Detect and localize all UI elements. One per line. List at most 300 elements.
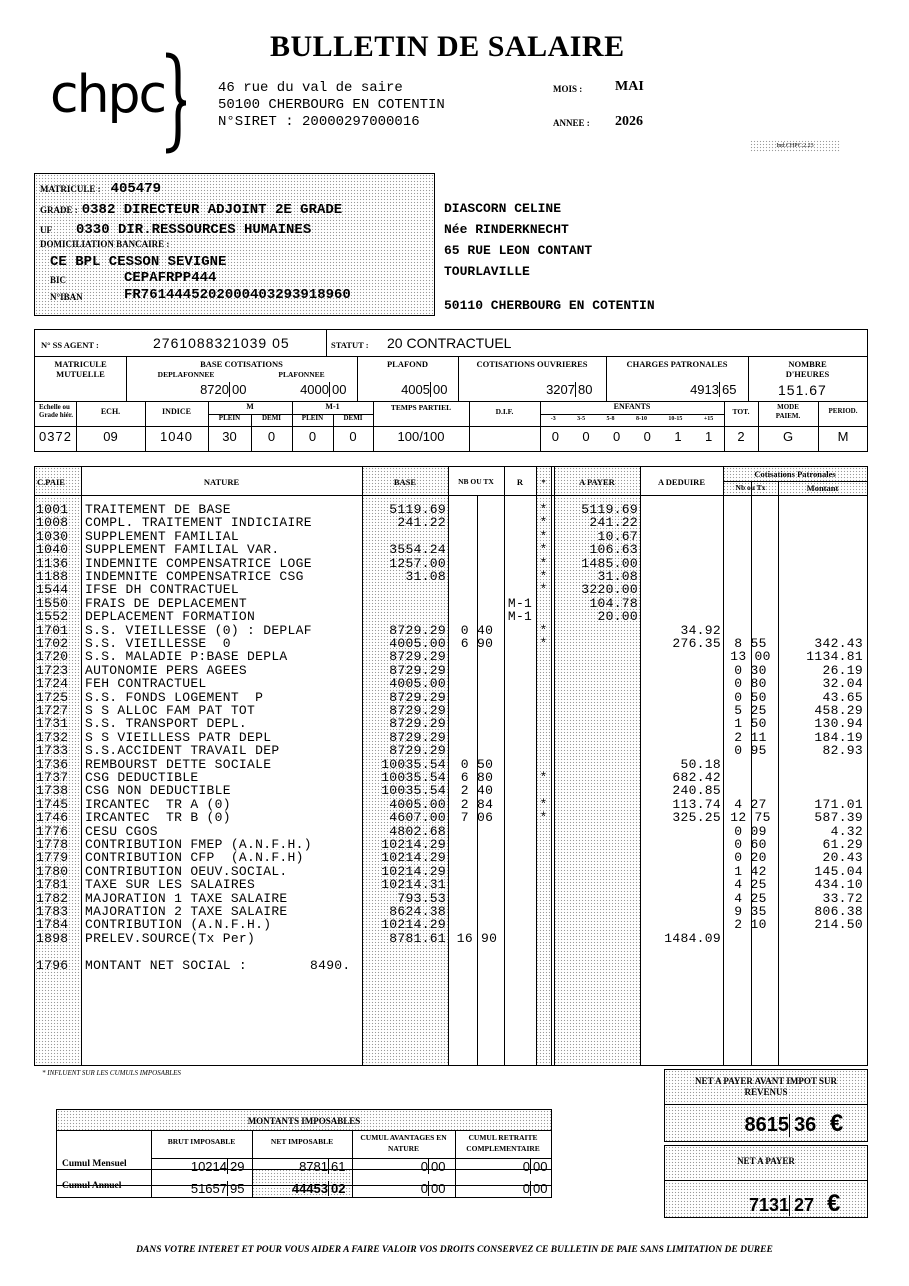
line-base	[362, 610, 446, 623]
enfants-subheaders	[540, 416, 724, 422]
line-deduire: 34.92	[680, 622, 721, 638]
line-base: 241.22	[397, 515, 446, 531]
line-base: 10035.54	[381, 770, 446, 785]
uf-label: UF	[40, 225, 52, 235]
line-base: 4607.00	[389, 810, 446, 826]
deplafonnee-value	[183, 382, 257, 397]
line-code: 1723	[36, 662, 69, 678]
mensuel-brut-dec: 29	[230, 1159, 245, 1174]
star-header: *	[541, 477, 546, 487]
line-deduire	[640, 744, 721, 757]
line-payer	[554, 851, 638, 864]
annuel-net-int: 44453	[272, 1181, 329, 1196]
line-deduire: 113.74	[672, 796, 721, 812]
mensuel-retraite-dec: 00	[533, 1159, 548, 1174]
table-row	[35, 543, 867, 556]
table-row	[35, 503, 867, 516]
line-pmont: 434.10	[814, 877, 863, 893]
line-ptx	[723, 583, 778, 596]
mensuel-brut-int: 10214	[171, 1159, 228, 1174]
enfants-value-3: 0	[613, 429, 621, 444]
plafond-header: PLAFOND	[386, 359, 429, 369]
line-pmont: 130.94	[814, 716, 863, 732]
line-r	[504, 530, 536, 543]
euro-icon: €	[829, 1110, 844, 1137]
line-deduire	[640, 838, 721, 851]
line-nature: SUPPLEMENT FAMILIAL VAR.	[85, 542, 280, 558]
table-row	[35, 530, 867, 543]
charges-patronales-dec: 65	[722, 382, 737, 397]
line-payer	[554, 798, 638, 811]
charges-patronales-header: CHARGES PATRONALES	[626, 359, 728, 369]
table-row	[35, 811, 867, 824]
line-r	[504, 878, 536, 891]
brut-imposable-header: BRUT IMPOSABLE	[167, 1137, 236, 1146]
statut-value: 20 CONTRACTUEL	[387, 335, 512, 351]
line-r	[504, 784, 536, 797]
line-pmont: 145.04	[814, 863, 863, 879]
echelle-header: Echelle ou Grade hiér.	[39, 403, 73, 419]
line-tx: 7 06	[460, 810, 494, 826]
net-a-payer-label: NET A PAYER	[737, 1156, 795, 1166]
line-payer	[554, 677, 638, 690]
line-star	[536, 744, 551, 757]
line-r	[504, 865, 536, 878]
line-payer	[554, 918, 638, 931]
line-star: *	[539, 582, 548, 598]
recipient-birth-name: Née RINDERKNECHT	[444, 222, 569, 237]
line-nature: S.S. VIEILLESSE (0) : DEPLAF	[85, 622, 312, 638]
line-tx	[448, 865, 506, 878]
recipient-street: 65 RUE LEON CONTANT	[444, 243, 593, 258]
imposables-title: MONTANTS IMPOSABLES	[247, 1116, 361, 1126]
tot-header: TOT.	[732, 407, 750, 416]
line-deduire: 682.42	[672, 770, 721, 785]
line-base	[362, 597, 446, 610]
line-base: 8729.29	[389, 703, 446, 718]
line-deduire	[640, 892, 721, 905]
line-base: 4802.68	[389, 823, 446, 839]
line-base: 8729.29	[389, 729, 446, 745]
line-base: 10214.29	[381, 850, 446, 866]
charges-patronales-value	[673, 382, 747, 397]
cumul-annuel-label: Cumul Annuel	[62, 1181, 122, 1191]
line-tx: 2 84	[460, 796, 494, 812]
line-star: *	[539, 770, 548, 785]
line-payer: 3220.00	[581, 582, 638, 598]
line-nature: REMBOURST DETTE SOCIALE	[85, 756, 272, 772]
employer-address	[218, 80, 445, 131]
line-nature: PRELEV.SOURCE(Tx Per)	[85, 930, 256, 946]
line-r	[504, 503, 536, 516]
line-r	[504, 798, 536, 811]
line-star	[536, 597, 551, 610]
footnote: * INFLUENT SUR LES CUMULS IMPOSABLES	[42, 1069, 181, 1077]
line-payer	[554, 932, 638, 945]
line-pmont: 43.65	[822, 689, 863, 705]
line-tx	[448, 691, 506, 704]
line-deduire	[640, 664, 721, 677]
table-row	[35, 583, 867, 596]
line-ptx	[723, 503, 778, 516]
line-ptx: 9 35	[734, 904, 767, 919]
line-r	[504, 838, 536, 851]
iban-label: N°IBAN	[50, 292, 83, 302]
line-star	[536, 825, 551, 838]
line-star	[536, 758, 551, 771]
line-base: 1257.00	[389, 555, 446, 571]
line-ptx: 0 50	[734, 689, 767, 705]
plafonnee-value	[283, 382, 357, 397]
line-base: 8729.29	[389, 689, 446, 705]
line-base: 31.08	[405, 569, 446, 584]
grade-label: GRADE :	[40, 205, 78, 215]
line-nature: IRCANTEC TR A (0)	[85, 796, 231, 812]
line-payer: 10.67	[597, 528, 638, 544]
line-pmont	[778, 570, 863, 583]
table-row	[35, 637, 867, 650]
net-social-label: MONTANT NET SOCIAL :	[85, 958, 248, 973]
enfants-values	[540, 429, 724, 444]
line-base: 3554.24	[389, 542, 446, 558]
recipient-name: DIASCORN CELINE	[444, 201, 562, 216]
line-pmont: 806.38	[814, 904, 863, 919]
line-r	[504, 637, 536, 650]
line-deduire	[640, 717, 721, 730]
line-star	[536, 650, 551, 663]
line-code: 1779	[36, 850, 69, 866]
line-payer	[554, 637, 638, 650]
line-nature: TRAITEMENT DE BASE	[85, 502, 231, 517]
line-base: 10035.54	[381, 756, 446, 772]
line-r	[504, 570, 536, 583]
annuel-avantages-dec: 00	[431, 1181, 446, 1196]
line-nature: MAJORATION 1 TAXE SALAIRE	[85, 890, 288, 906]
m-demi-value: 0	[267, 429, 276, 444]
table-row	[35, 892, 867, 905]
avantages-header: CUMUL AVANTAGES EN NATURE	[360, 1133, 447, 1153]
line-pmont: 342.43	[814, 636, 863, 651]
line-pmont: 61.29	[822, 837, 863, 852]
line-nature: CESU CGOS	[85, 823, 158, 839]
line-tx: 6 90	[460, 636, 494, 651]
line-payer	[554, 650, 638, 663]
line-star	[536, 677, 551, 690]
mensuel-avantages-dec: 00	[431, 1159, 446, 1174]
line-pmont	[778, 784, 863, 797]
line-code: 1550	[36, 595, 69, 611]
table-row	[35, 798, 867, 811]
net-avant-impot-box	[664, 1069, 868, 1142]
line-pmont: 20.43	[822, 850, 863, 866]
nbtx-header: NB OU TX	[458, 477, 494, 486]
period-value: M	[837, 429, 849, 444]
table-row	[35, 865, 867, 878]
line-ptx: 5 25	[734, 703, 767, 718]
enfants-value-2: 0	[582, 429, 590, 444]
base-cotisations-header: BASE COTISATIONS	[200, 359, 283, 369]
line-ptx	[723, 758, 778, 771]
line-ptx: 4 25	[734, 877, 767, 893]
line-pmont: 1134.81	[806, 649, 863, 665]
enfants-col-5: 10-15	[668, 416, 683, 422]
mois-value: MAI	[615, 79, 644, 94]
line-star	[536, 838, 551, 851]
line-code: 1725	[36, 689, 69, 705]
table-row	[35, 624, 867, 637]
line-tx	[448, 664, 506, 677]
line-star	[536, 610, 551, 623]
table-row	[35, 771, 867, 784]
line-deduire	[640, 825, 721, 838]
bic-label: BIC	[50, 275, 67, 285]
line-base	[362, 583, 446, 596]
line-ptx: 8 55	[734, 636, 767, 651]
line-tx	[448, 731, 506, 744]
table-row	[35, 664, 867, 677]
net-social-value: 8490.	[310, 958, 351, 973]
line-payer	[554, 744, 638, 757]
line-nature: FEH CONTRACTUEL	[85, 676, 207, 692]
table-row	[35, 905, 867, 918]
line-pmont	[778, 597, 863, 610]
patr-montant-header: Montant	[806, 483, 839, 493]
line-pmont: 26.19	[822, 662, 863, 678]
line-nature: INDEMNITE COMPENSATRICE CSG	[85, 569, 304, 584]
table-row	[35, 851, 867, 864]
line-base: 4005.00	[389, 636, 446, 651]
agent-bases-box	[34, 329, 868, 452]
line-code: 1030	[36, 528, 69, 544]
line-ptx	[723, 597, 778, 610]
imposables-table	[56, 1109, 552, 1198]
table-row	[35, 557, 867, 570]
grade-value: 0382 DIRECTEUR ADJOINT 2E GRADE	[81, 202, 343, 218]
net-a-payer-box	[664, 1145, 868, 1218]
line-deduire	[640, 731, 721, 744]
line-deduire	[640, 610, 721, 623]
line-tx: 0 50	[460, 756, 494, 772]
ech-value: 09	[103, 429, 118, 444]
table-row	[35, 717, 867, 730]
line-star	[536, 892, 551, 905]
line-nature: DEPLACEMENT FORMATION	[85, 609, 256, 625]
line-tx	[448, 583, 506, 596]
line-code: 1724	[36, 676, 69, 692]
line-nature: COMPL. TRAITEMENT INDICIAIRE	[85, 515, 312, 531]
line-code: 1783	[36, 904, 69, 919]
line-ptx	[723, 557, 778, 570]
line-base: 10214.29	[381, 837, 446, 852]
line-code: 1784	[36, 917, 69, 933]
deplafonnee-header: DEPLAFONNEE	[157, 370, 215, 379]
nombre-heures-header: NOMBRE D'HEURES	[785, 359, 830, 379]
indice-header: INDICE	[162, 407, 191, 416]
line-ptx: 1 42	[734, 863, 767, 879]
line-code: 1780	[36, 863, 69, 879]
m-plein-header: PLEIN	[218, 414, 241, 422]
line-deduire	[640, 570, 721, 583]
recipient-city2: 50110 CHERBOURG EN COTENTIN	[444, 298, 655, 313]
net-imposable-header: NET IMPOSABLE	[270, 1137, 334, 1146]
line-ptx	[723, 784, 778, 797]
line-r	[504, 650, 536, 663]
a-payer-header: A PAYER	[579, 477, 615, 487]
line-star	[536, 932, 551, 945]
line-ptx	[723, 570, 778, 583]
line-pmont: 171.01	[814, 796, 863, 812]
line-code: 1776	[36, 823, 69, 839]
annuel-retraite-int: 0	[474, 1181, 531, 1196]
indice-value: 1040	[160, 429, 193, 444]
line-payer	[554, 704, 638, 717]
line-star: *	[539, 515, 548, 531]
plafonnee-header: PLAFONNEE	[278, 370, 325, 379]
line-star: *	[539, 542, 548, 558]
line-nature: FRAIS DE DEPLACEMENT	[85, 595, 248, 611]
table-row	[35, 838, 867, 851]
line-nature: CONTRIBUTION OEUV.SOCIAL.	[85, 863, 288, 879]
line-nature: S.S. MALADIE P:BASE DEPLA	[85, 649, 288, 665]
line-star	[536, 905, 551, 918]
line-pmont: 458.29	[814, 703, 863, 718]
line-r	[504, 811, 536, 824]
annuel-avantages-int: 0	[372, 1181, 429, 1196]
line-payer: 1485.00	[581, 555, 638, 571]
line-base	[362, 530, 446, 543]
line-deduire	[640, 516, 721, 529]
line-payer	[554, 758, 638, 771]
chpc-logo	[50, 55, 190, 155]
line-star	[536, 784, 551, 797]
line-base: 10214.29	[381, 917, 446, 933]
line-star: *	[539, 502, 548, 517]
cot-ouvrieres-dec: 80	[578, 382, 593, 397]
m1-demi-header: DEMI	[343, 414, 363, 422]
line-pmont	[778, 557, 863, 570]
line-code: 1552	[36, 609, 69, 625]
line-base: 10214.31	[381, 877, 446, 893]
line-tx	[448, 825, 506, 838]
nature-header: NATURE	[203, 477, 240, 487]
line-code: 1738	[36, 783, 69, 799]
line-pmont: 184.19	[814, 729, 863, 745]
line-code: 1736	[36, 756, 69, 772]
line-r	[504, 918, 536, 931]
line-pmont	[778, 610, 863, 623]
net-avant-impot-int: 8615	[739, 1114, 790, 1137]
cot-ouvrieres-value	[529, 382, 603, 397]
line-ptx: 0 95	[734, 743, 767, 759]
line-nature: TAXE SUR LES SALAIRES	[85, 877, 256, 893]
line-r	[504, 905, 536, 918]
line-deduire	[640, 865, 721, 878]
line-star	[536, 878, 551, 891]
mois-label: MOIS :	[553, 84, 583, 94]
bic-value: CEPAFRPP444	[124, 270, 217, 286]
line-pmont	[778, 516, 863, 529]
table-row	[35, 744, 867, 757]
annuel-brut-int: 51657	[171, 1181, 228, 1196]
ech-header: ECH.	[100, 407, 121, 416]
line-deduire	[640, 597, 721, 610]
enfants-value-4: 0	[643, 429, 651, 444]
line-star	[536, 691, 551, 704]
conservation-notice: DANS VOTRE INTERET ET POUR VOUS AIDER A FAIRE VALOIR VOS DROITS CONSERVEZ CE BULLETIN DE PAIE SANS LIMITATION DE DUREE	[136, 1245, 773, 1255]
plafond-value	[384, 382, 458, 397]
line-pmont	[778, 624, 863, 637]
line-base: 8781.61	[389, 930, 446, 946]
line-payer: 106.63	[589, 542, 638, 558]
line-deduire: 1484.09	[664, 930, 721, 946]
line-payer	[554, 865, 638, 878]
line-star: *	[539, 555, 548, 571]
logo-text: chpc	[50, 65, 166, 125]
table-row	[35, 516, 867, 529]
line-r	[504, 677, 536, 690]
line-tx	[448, 744, 506, 757]
line-tx	[448, 838, 506, 851]
line-r	[504, 516, 536, 529]
line-pmont	[778, 543, 863, 556]
line-nature: S.S.ACCIDENT TRAVAIL DEP	[85, 743, 280, 759]
domiciliation-label: DOMICILIATION BANCAIRE :	[40, 239, 170, 249]
line-payer	[554, 825, 638, 838]
line-r	[504, 704, 536, 717]
line-nature: AUTONOMIE PERS AGEES	[85, 662, 248, 678]
line-code: 1781	[36, 877, 69, 893]
line-base: 8729.29	[389, 743, 446, 759]
line-deduire	[640, 530, 721, 543]
annuel-retraite-dec: 00	[533, 1181, 548, 1196]
line-ptx: 0 80	[734, 676, 767, 692]
line-code: 1898	[36, 930, 69, 946]
line-code: 1136	[36, 555, 69, 571]
line-nature: IFSE DH CONTRACTUEL	[85, 582, 239, 598]
line-r	[504, 932, 536, 945]
table-row	[35, 704, 867, 717]
charges-patronales-int: 4913	[673, 382, 720, 397]
line-r	[504, 624, 536, 637]
line-r	[504, 744, 536, 757]
dif-header: D.I.F.	[495, 407, 514, 416]
line-nature: S.S. TRANSPORT DEPL.	[85, 716, 248, 732]
line-payer: 31.08	[597, 569, 638, 584]
table-row	[35, 918, 867, 931]
ss-value: 2761088321039 05	[153, 335, 290, 351]
m1-plein-header: PLEIN	[301, 414, 324, 422]
table-row	[35, 610, 867, 623]
line-nature: SUPPLEMENT FAMILIAL	[85, 528, 239, 544]
line-payer	[554, 892, 638, 905]
line-tx	[448, 516, 506, 529]
line-star	[536, 731, 551, 744]
line-deduire	[640, 878, 721, 891]
line-deduire	[640, 704, 721, 717]
line-r	[504, 771, 536, 784]
line-nature: CSG DEDUCTIBLE	[85, 770, 199, 785]
line-ptx: 4 27	[734, 796, 767, 812]
line-base: 10214.29	[381, 863, 446, 879]
mensuel-retraite-int: 0	[474, 1159, 531, 1174]
line-pmont: 32.04	[822, 676, 863, 692]
line-star	[536, 664, 551, 677]
deplafonnee-dec: 00	[232, 382, 247, 397]
enfants-header: ENFANTS	[613, 402, 651, 411]
line-star: *	[539, 796, 548, 812]
line-deduire: 325.25	[672, 810, 721, 826]
line-payer	[554, 717, 638, 730]
